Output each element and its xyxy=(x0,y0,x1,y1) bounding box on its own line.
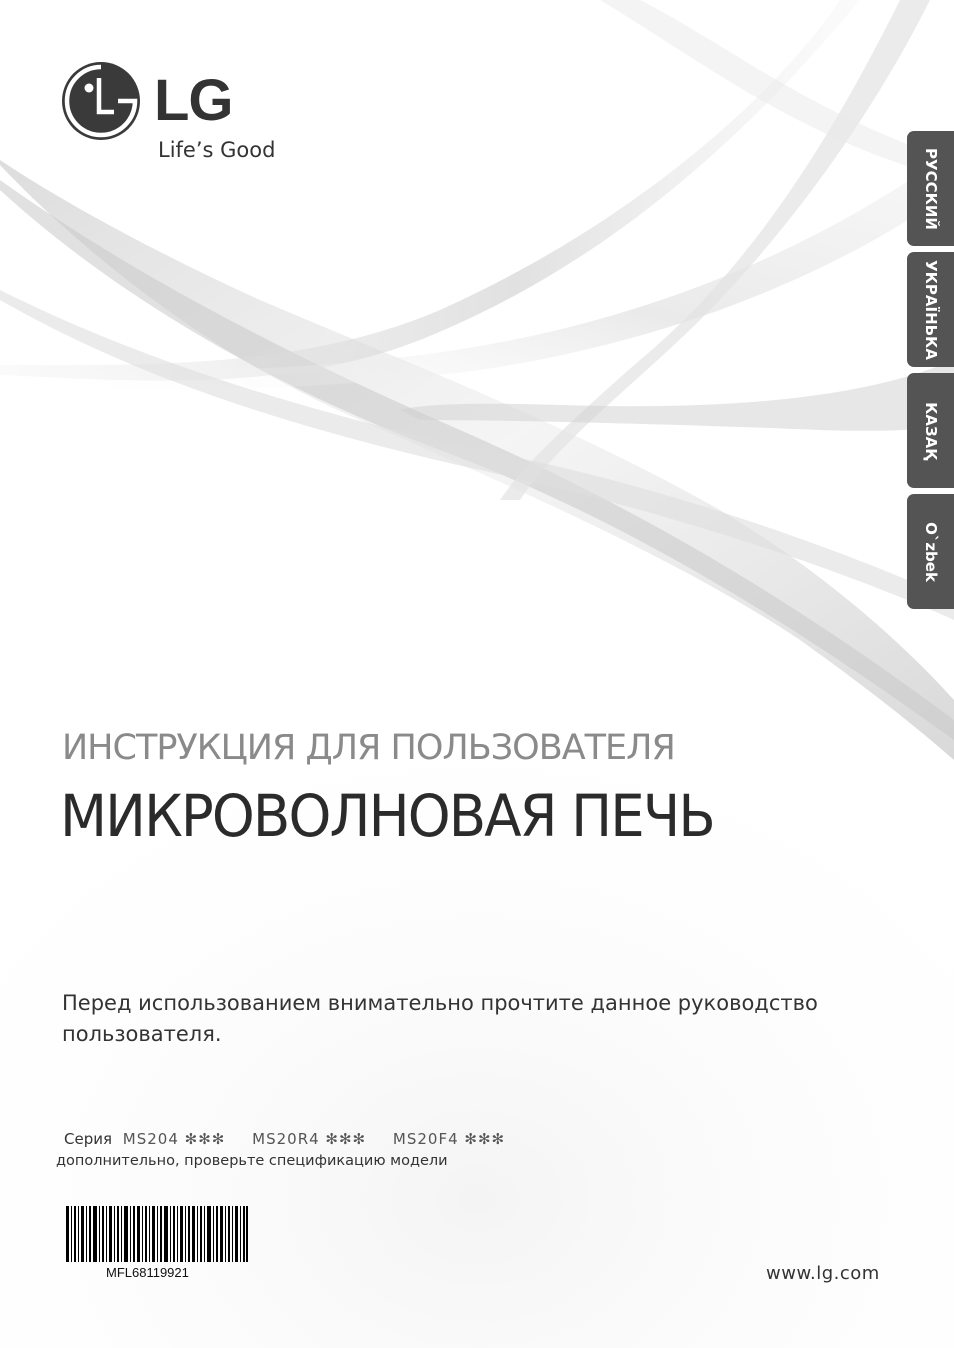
tab-label: O`zbek xyxy=(921,521,940,582)
series-note: дополнительно, проверьте спецификацию модели xyxy=(56,1153,448,1169)
series-model: MS20R4 ✻✻✻ xyxy=(252,1130,367,1148)
tab-uzbek[interactable] xyxy=(907,494,954,609)
series-model: MS204 ✻✻✻ xyxy=(122,1130,226,1148)
tab-label: КАЗАҚ xyxy=(921,401,940,460)
website-link[interactable]: www.lg.com xyxy=(766,1263,880,1284)
series-model: MS20F4 ✻✻✻ xyxy=(392,1130,506,1148)
logo-tagline: Life’s Good xyxy=(158,138,276,162)
document-title: МИКРОВОЛНОВАЯ ПЕЧЬ xyxy=(60,782,714,850)
tab-label: РУССКИЙ xyxy=(921,147,940,230)
lg-face-logo-icon xyxy=(62,62,140,140)
tab-label: УКРАЇНЬКА xyxy=(921,259,940,360)
series-line xyxy=(64,1130,527,1148)
lg-logo xyxy=(62,62,302,172)
tab-ukrainian[interactable] xyxy=(907,252,954,367)
intro-text: Перед использованием внимательно прочтите данное руководство пользователя. xyxy=(62,991,818,1046)
tab-kazakh[interactable] xyxy=(907,373,954,488)
logo-wordmark: LG xyxy=(154,68,233,133)
barcode xyxy=(66,1206,248,1262)
document-subtitle: ИНСТРУКЦИЯ ДЛЯ ПОЛЬЗОВАТЕЛЯ xyxy=(62,728,675,768)
tab-russian[interactable] xyxy=(907,131,954,246)
series-label: Серия xyxy=(64,1130,112,1148)
barcode-number: MFL68119921 xyxy=(106,1265,189,1280)
